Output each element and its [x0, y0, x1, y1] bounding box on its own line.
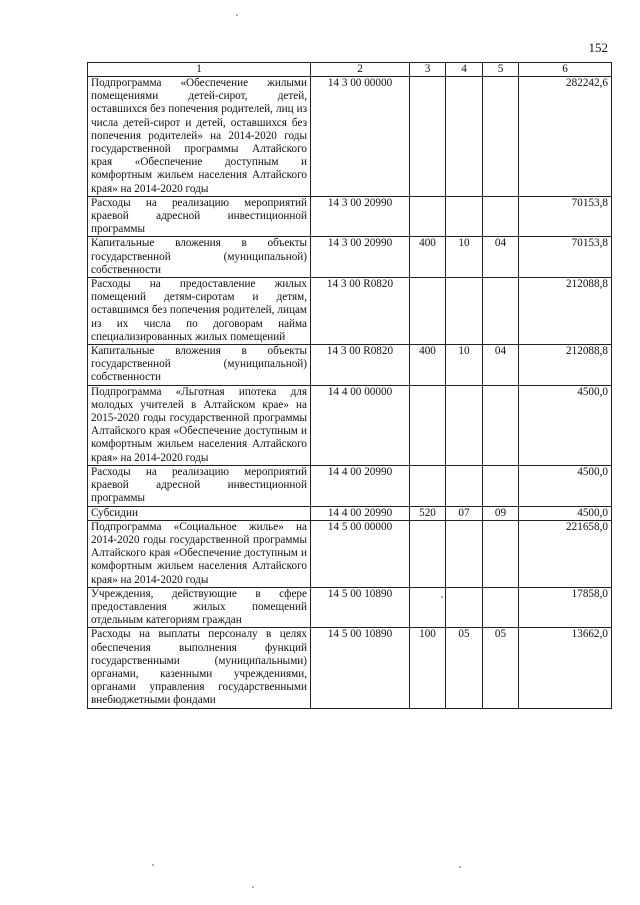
row-vr-cell: 100	[410, 628, 446, 708]
row-vr-cell	[410, 196, 446, 237]
row-code-cell: 14 4 00 20990	[311, 465, 410, 506]
row-rz-cell	[446, 77, 483, 197]
row-amount-cell: 221658,0	[519, 520, 612, 587]
row-pr-cell	[483, 196, 519, 237]
table-row	[88, 385, 612, 465]
table-row	[88, 196, 612, 237]
row-rz-cell: 07	[446, 506, 483, 520]
row-pr-cell	[483, 465, 519, 506]
row-vr-cell	[410, 385, 446, 465]
table-row	[88, 465, 612, 506]
row-amount-cell: 13662,0	[519, 628, 612, 708]
row-name-cell: Капитальные вложения в объекты государственной (муниципальной) собственности	[88, 237, 311, 278]
row-name-cell: Капитальные вложения в объекты государственной (муниципальной) собственности	[88, 345, 311, 386]
row-code-cell: 14 5 00 00000	[311, 520, 410, 587]
row-amount-cell: 212088,8	[519, 345, 612, 386]
row-pr-cell	[483, 520, 519, 587]
row-vr-cell	[410, 77, 446, 197]
row-rz-cell: 05	[446, 628, 483, 708]
table-row	[88, 587, 612, 628]
row-vr-cell: 400	[410, 345, 446, 386]
row-pr-cell	[483, 278, 519, 345]
row-amount-cell: 4500,0	[519, 506, 612, 520]
table-row	[88, 237, 612, 278]
row-rz-cell	[446, 385, 483, 465]
row-name-cell: Подпрограмма «Социальное жилье» на 2014-2020 годы государственной программы Алтайского края «Обеспечение доступным и комфортным жильем населения Алтайского края» на 2014-2020 годы	[88, 520, 311, 587]
row-vr-cell	[410, 465, 446, 506]
table-header-row	[88, 63, 612, 77]
row-name-cell: Подпрограмма «Льготная ипотека для молодых учителей в Алтайском крае» на 2015-2020 годы государственной программы Алтайского края «Обеспечение доступным и комфортным жильем населения Алтайского края» на 2014-2020 годы	[88, 385, 311, 465]
row-pr-cell: 09	[483, 506, 519, 520]
row-vr-cell: 520	[410, 506, 446, 520]
header-col-4: 4	[446, 63, 483, 77]
row-pr-cell	[483, 77, 519, 197]
row-pr-cell	[483, 385, 519, 465]
row-code-cell: 14 3 00 20990	[311, 196, 410, 237]
budget-table	[87, 62, 612, 709]
row-pr-cell: 04	[483, 237, 519, 278]
row-vr-cell: 400	[410, 237, 446, 278]
row-vr-cell	[410, 587, 446, 628]
row-rz-cell: 10	[446, 345, 483, 386]
row-name-cell: Расходы на реализацию мероприятий краевой адресной инвестиционной программы	[88, 196, 311, 237]
row-code-cell: 14 3 00 R0820	[311, 345, 410, 386]
row-amount-cell: 70153,8	[519, 196, 612, 237]
table-row	[88, 77, 612, 197]
page-number: 152	[588, 40, 608, 55]
row-name-cell: Учреждения, действующие в сфере предоставления жилых помещений отдельным категориям граждан	[88, 587, 311, 628]
row-rz-cell	[446, 196, 483, 237]
row-vr-cell	[410, 278, 446, 345]
row-code-cell: 14 5 00 10890	[311, 628, 410, 708]
row-code-cell: 14 5 00 10890	[311, 587, 410, 628]
header-col-1: 1	[88, 63, 311, 77]
row-amount-cell: 4500,0	[519, 465, 612, 506]
row-pr-cell: 05	[483, 628, 519, 708]
row-amount-cell: 4500,0	[519, 385, 612, 465]
row-amount-cell: 282242,6	[519, 77, 612, 197]
table-row	[88, 345, 612, 386]
row-pr-cell: 04	[483, 345, 519, 386]
row-rz-cell	[446, 587, 483, 628]
header-col-5: 5	[483, 63, 519, 77]
row-amount-cell: 70153,8	[519, 237, 612, 278]
row-rz-cell	[446, 465, 483, 506]
row-code-cell: 14 3 00 R0820	[311, 278, 410, 345]
row-vr-cell	[410, 520, 446, 587]
table-row	[88, 628, 612, 708]
header-col-6: 6	[519, 63, 612, 77]
table-row	[88, 520, 612, 587]
row-rz-cell	[446, 520, 483, 587]
row-name-cell: Подпрограмма «Обеспечение жилыми помещениями детей-сирот, детей, оставшихся без попечения родителей, лиц из числа детей-сирот и детей, оставшихся без попечения родителей» на 2014-2020 годы государственной программы Алтайского края «Обеспечение доступным и комфортным жильем населения Алтайского края» на 2014-2020 годы	[88, 77, 311, 197]
row-code-cell: 14 4 00 20990	[311, 506, 410, 520]
table-row	[88, 278, 612, 345]
row-code-cell: 14 3 00 00000	[311, 77, 410, 197]
row-name-cell: Расходы на предоставление жилых помещений детям-сиротам и детям, оставшимся без попечения родителей, лицам из их числа по договорам найма специализированных жилых помещений	[88, 278, 311, 345]
row-amount-cell: 17858,0	[519, 587, 612, 628]
table-row	[88, 506, 612, 520]
row-amount-cell: 212088,8	[519, 278, 612, 345]
row-code-cell: 14 3 00 20990	[311, 237, 410, 278]
row-pr-cell	[483, 587, 519, 628]
row-rz-cell	[446, 278, 483, 345]
header-col-3: 3	[410, 63, 446, 77]
header-col-2: 2	[311, 63, 410, 77]
row-rz-cell: 10	[446, 237, 483, 278]
row-name-cell: Расходы на реализацию мероприятий краевой адресной инвестиционной программы	[88, 465, 311, 506]
row-code-cell: 14 4 00 00000	[311, 385, 410, 465]
row-name-cell: Субсидии	[88, 506, 311, 520]
row-name-cell: Расходы на выплаты персоналу в целях обеспечения выполнения функций государственными (муниципальными) органами, казенными учреждениями, органами управления государственными внебюджетными фондами	[88, 628, 311, 708]
